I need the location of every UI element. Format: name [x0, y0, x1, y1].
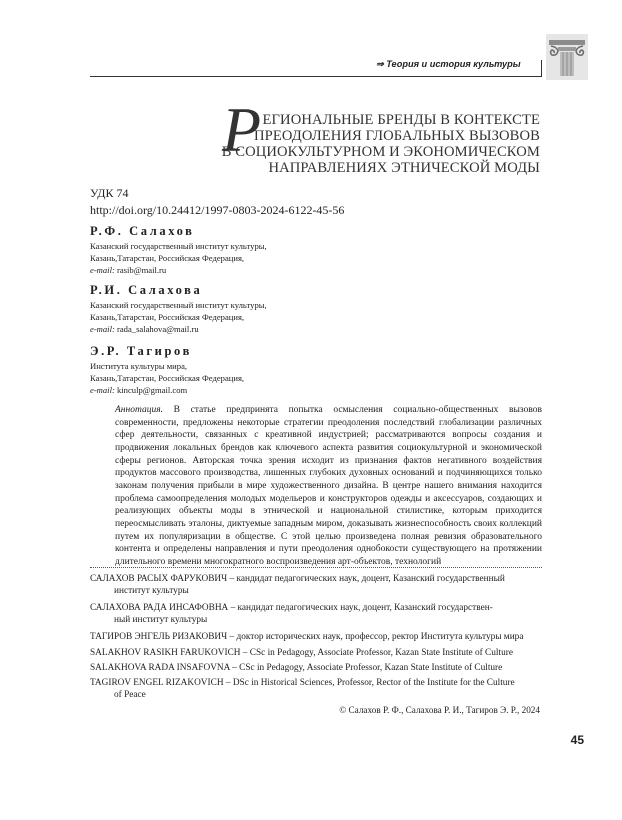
author-note	[90, 631, 542, 643]
author-affiliation	[90, 360, 244, 396]
title-line-3: В СОЦИОКУЛЬТУРНОМ И ЭКОНОМИЧЕСКОМ	[221, 144, 540, 160]
author-note	[90, 573, 542, 597]
author-note	[90, 662, 542, 674]
title-drop-cap: Р	[222, 94, 262, 165]
author-city: Казань,Татарстан, Российская Федерация,	[90, 253, 245, 263]
email-label: e-mail:	[90, 324, 115, 334]
author-email[interactable]: rasib@mail.ru	[116, 265, 167, 275]
author-note-text: TAGIROV ENGEL RIZAKOVICH – DSc in Historical Sciences, Professor, Rector of the Institute for the Culture	[90, 678, 515, 688]
author-note	[90, 647, 542, 659]
title-line-4: НАПРАВЛЕНИЯХ ЭТНИЧЕСКОЙ МОДЫ	[268, 160, 540, 176]
author-city: Казань,Татарстан, Российская Федерация,	[90, 373, 245, 383]
author-note-text: САЛАХОВ РАСЫХ ФАРУКОВИЧ – кандидат педагогических наук, доцент, Казанский государственный	[90, 574, 505, 584]
udk-code: УДК 74	[90, 186, 129, 200]
dotted-divider	[90, 567, 542, 568]
email-label: e-mail:	[90, 265, 115, 275]
author-city: Казань,Татарстан, Российская Федерация,	[90, 312, 245, 322]
doi-link[interactable]: http://doi.org/10.24412/1997-0803-2024-6122-45-56	[90, 203, 345, 217]
section-title: Теория и история культуры	[386, 59, 521, 69]
author-org: Института культуры мира,	[90, 361, 188, 371]
author-email[interactable]: rada_salahova@mail.ru	[116, 324, 199, 334]
page-number: 45	[570, 733, 584, 747]
running-header	[376, 59, 521, 70]
abstract-label: Аннотация.	[115, 405, 163, 415]
author-name: Р.И. Салахова	[90, 283, 203, 297]
author-email-line	[90, 384, 244, 396]
title-line-2: ПРЕОДОЛЕНИЯ ГЛОБАЛЬНЫХ ВЫЗОВОВ	[254, 128, 540, 144]
author-affiliation	[90, 240, 267, 276]
author-note-continuation: институт культуры	[114, 586, 189, 597]
copyright: © Салахов Р. Ф., Салахова Р. И., Тагиров Э. Р., 2024	[339, 705, 540, 715]
author-note-continuation: ный институт культуры	[114, 615, 208, 626]
author-note-text: САЛАХОВА РАДА ИНСАФОВНА – кандидат педагогических наук, доцент, Казанский государствен-	[90, 603, 493, 613]
abstract-text: В статье предпринята попытка осмысления социально-общественных вызовов современности, предложены некоторые стратегии преодоления последствий глобализации различных сфер деятельности, связанных с креативной индустрией; рассматриваются вопросы создания и продвижения локальных брендов как ключевого аспекта развития социокультурной и экономической сферы регионов. Авторская точка зрения исходит из признания фактов негативного воздействия продуктов массового производства, лишенных глубоких духовных оснований и подчиняющихся только законам получения прибыли в мире художественного дизайна. В центре нашего внимания находится проблема самоопределения молодых модельеров и конструкторов одежды и аксессуаров, создающих и реализующих объекты моды в этнической и национальной стилистике, которым приходится переосмысливать эталоны, диктуемые западным миром, доказывать жизнеспособность своих коллекций путем их популяризации в обществе. С этой целью произведена полная ревизия образовательного контента и определены направления и пути преодоления однобокости существующего на протяжении длительного времени многократного воспроизведения арт-объектов, технологий	[115, 405, 543, 567]
author-note-text: SALAKHOV RASIKH FARUKOVICH – CSc in Pedagogy, Associate Professor, Kazan State Institute of Culture	[90, 648, 513, 658]
author-note-text: ТАГИРОВ ЭНГЕЛЬ РИЗАКОВИЧ – доктор исторических наук, профессор, ректор Института культуры мира	[90, 632, 524, 642]
author-email[interactable]: kinculp@gmail.com	[116, 385, 188, 395]
arrow-icon: ⇒	[376, 59, 384, 69]
author-note	[90, 677, 542, 701]
header-rule-tick	[541, 60, 542, 77]
author-email-line	[90, 323, 267, 335]
author-note-text: SALAKHOVA RADA INSAFOVNA – CSc in Pedagogy, Associate Professor, Kazan State Institute of Culture	[90, 663, 503, 673]
author-note	[90, 602, 542, 626]
email-label: e-mail:	[90, 385, 115, 395]
title-line-1: ЕГИОНАЛЬНЫЕ БРЕНДЫ В КОНТЕКСТЕ	[262, 112, 540, 128]
author-name: Р.Ф. Салахов	[90, 224, 195, 238]
author-note-continuation: of Peace	[114, 690, 146, 701]
author-email-line	[90, 264, 267, 276]
header-rule	[90, 76, 542, 77]
author-affiliation	[90, 299, 267, 335]
column-capital-icon	[546, 34, 588, 80]
author-org: Казанский государственный институт культуры,	[90, 300, 267, 310]
abstract	[115, 404, 542, 569]
author-name: Э.Р. Тагиров	[90, 344, 192, 358]
author-org: Казанский государственный институт культуры,	[90, 241, 267, 251]
